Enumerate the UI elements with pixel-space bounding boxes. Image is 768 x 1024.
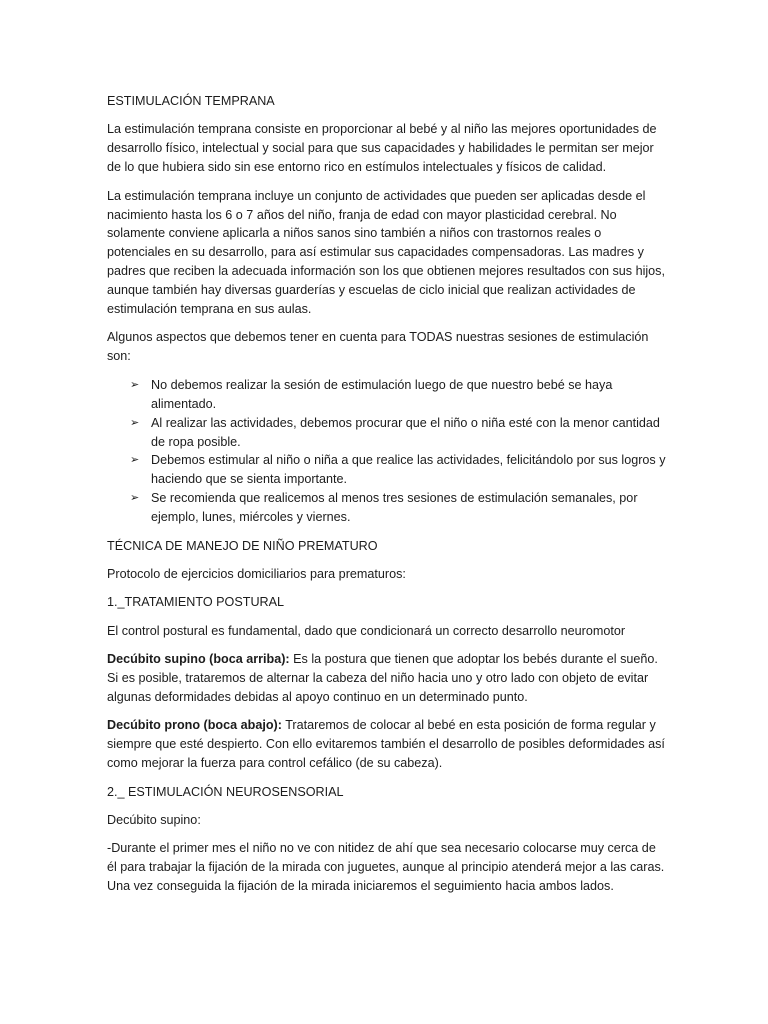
list-item (107, 414, 667, 452)
postural-control-paragraph: El control postural es fundamental, dado que condicionará un correcto desarrollo neuromotor (107, 623, 626, 638)
document-title: ESTIMULACIÓN TEMPRANA (107, 94, 275, 108)
supine-text: Es la postura que tienen que adoptar los bebés durante el sueño. Si es posible, trataremos de alternar la cabeza del niño hacia uno y otro lado con objeto de evitar algunas deformidades debidas al apoyo continuo en un determinado punto. (107, 652, 658, 704)
prone-paragraph (107, 716, 667, 773)
list-item-text: Al realizar las actividades, debemos procurar que el niño o niña esté con la menor cantidad de ropa posible. (151, 415, 660, 449)
intro-paragraph: La estimulación temprana consiste en proporcionar al bebé y al niño las mejores oportunidades de desarrollo físico, intelectual y social para que sus capacidades y habilidades le permitan ser mejor de lo que hubiera sido sin ese entorno rico en estímulos intelectuales y físicos de calidad. (107, 122, 657, 175)
document-body (107, 92, 667, 906)
arrow-bullet-icon: ➢ (130, 492, 140, 505)
list-item-text: No debemos realizar la sesión de estimulación luego de que nuestro bebé se haya alimentado. (151, 377, 613, 411)
section-heading-neurosensorial: 2._ ESTIMULACIÓN NEUROSENSORIAL (107, 784, 344, 799)
prone-text: Trataremos de colocar al bebé en esta posición de forma regular y siempre que esté despierto. Con ello evitaremos también el desarrollo de posibles deformidades así como mejorar la fuerza para control cefálico (de su cabeza). (107, 718, 665, 771)
list-item (107, 451, 667, 489)
list-item-text: Se recomienda que realicemos al menos tres sesiones de estimulación semanales, por ejemplo, lunes, miércoles y viernes. (151, 491, 638, 525)
description-paragraph: La estimulación temprana incluye un conjunto de actividades que pueden ser aplicadas desde el nacimiento hasta los 6 o 7 años del niño, franja de edad con mayor plasticidad cerebral. No solamente conviene aplicarla a niños sanos sino también a niños con trastornos reales o potenciales en su desarrollo, para así estimular sus capacidades compensadoras. Las madres y padres que reciben la adecuada información son los que obtienen mejores resultados con sus hijos, aunque también hay diversas guarderías y escuelas de ciclo inicial que realizan actividades de estimulación temprana en sus aulas. (107, 188, 665, 317)
first-month-paragraph: -Durante el primer mes el niño no ve con nitidez de ahí que sea necesario colocarse muy cerca de él para trabajar la fijación de la mirada con juguetes, aunque al principio atenderá mejor a las caras. Una vez conseguida la fijación de la mirada iniciaremos el seguimiento hacia ambos lados. (107, 841, 665, 894)
aspects-intro-paragraph: Algunos aspectos que debemos tener en cuenta para TODAS nuestras sesiones de estimulación son: (107, 330, 649, 364)
supine-paragraph (107, 650, 667, 707)
supine-label: Decúbito supino (boca arriba): (107, 652, 290, 667)
arrow-bullet-icon: ➢ (130, 378, 140, 391)
supine-subheading: Decúbito supino: (107, 813, 201, 827)
list-item (107, 489, 667, 527)
aspects-list (107, 376, 667, 527)
section-heading-premature: TÉCNICA DE MANEJO DE NIÑO PREMATURO (107, 538, 378, 553)
list-item-text: Debemos estimular al niño o niña a que realice las actividades, felicitándolo por sus logros y haciendo que se sienta importante. (151, 453, 666, 487)
arrow-bullet-icon: ➢ (130, 454, 140, 467)
protocol-paragraph: Protocolo de ejercicios domiciliarios para prematuros: (107, 566, 406, 581)
section-heading-postural: 1._TRATAMIENTO POSTURAL (107, 595, 285, 610)
prone-label: Decúbito prono (boca abajo): (107, 718, 282, 733)
list-item (107, 376, 667, 414)
arrow-bullet-icon: ➢ (130, 416, 140, 429)
